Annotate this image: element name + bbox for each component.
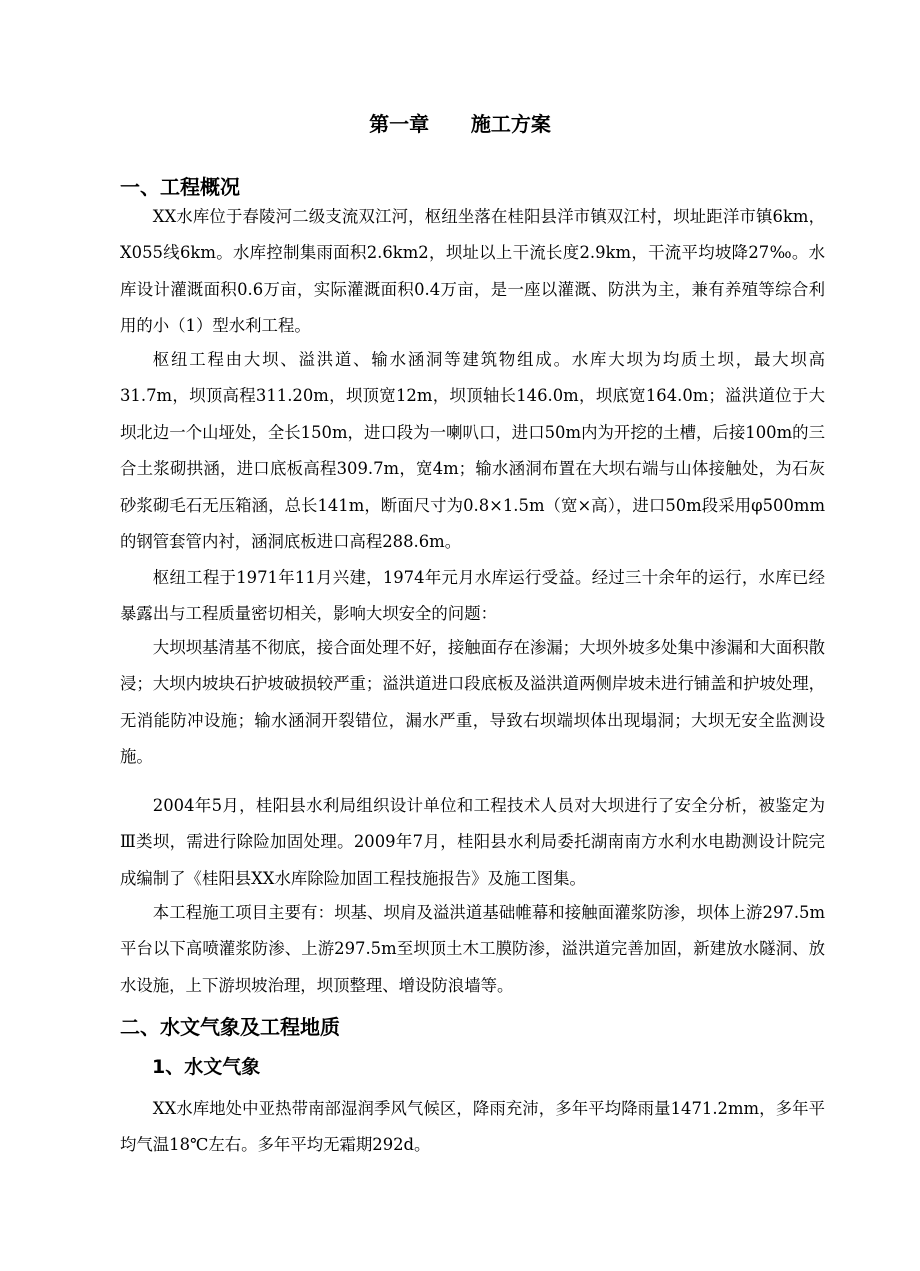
paragraph-safety-assessment: 2004年5月，桂阳县水利局组织设计单位和工程技术人员对大坝进行了安全分析，被鉴定为Ⅲ类坝，需进行除险加固处理。2009年7月，桂阳县水利局委托湖南南方水利水电勘测设计院完成编制了《桂阳县XX水库除险加固工程技施报告》及施工图集。 [120,796,825,888]
subsection-heading-hydrology: 1、水文气象 [152,1056,261,1078]
paragraph-dam-problems: 大坝坝基清基不彻底，接合面处理不好，接触面存在渗漏；大坝外坡多处集中渗漏和大面积散浸；大坝内坡块石护坡破损较严重；溢洪道进口段底板及溢洪道两侧岸坡未进行铺盖和护坡处理，无消能防冲设施；输水涵洞开裂错位，漏水严重，导致右坝端坝体出现塌洞；大坝无安全监测设施。 [120,638,825,767]
section-heading-hydrology-geology: 二、水文气象及工程地质 [120,1015,340,1039]
paragraph-reservoir-location: XX水库位于春陵河二级支流双江河，枢纽坐落在桂阳县洋市镇双江村，坝址距洋市镇6km，X055线6km。水库控制集雨面积2.6km2，坝址以上干流长度2.9km，干流平均坡降27‰。水库设计灌溉面积0.6万亩，实际灌溉面积0.4万亩，是一座以灌溉、防洪为主，兼有养殖等综合利用的小（1）型水利工程。 [120,207,825,336]
paragraph-construction-history: 枢纽工程于1971年11月兴建，1974年元月水库运行受益。经过三十余年的运行，水库已经暴露出与工程质量密切相关，影响大坝安全的问题： [120,568,825,624]
paragraph-hub-structures: 枢纽工程由大坝、溢洪道、输水涵洞等建筑物组成。水库大坝为均质土坝，最大坝高31.7m，坝顶高程311.20m，坝顶宽12m，坝顶轴长146.0m，坝底宽164.0m；溢洪道位于大坝北边一个山垭处，全长150m，进口段为一喇叭口，进口50m内为开挖的土槽，后接100m的三合土浆砌拱涵，进口底板高程309.7m，宽4m；输水涵洞布置在大坝右端与山体接触处，为石灰砂浆砌毛石无压箱涵，总长141m，断面尺寸为0.8×1.5m（宽×高），进口50m段采用φ500mm的钢管套管内衬，涵洞底板进口高程288.6m。 [120,350,825,552]
paragraph-project-items: 本工程施工项目主要有：坝基、坝肩及溢洪道基础帷幕和接触面灌浆防渗，坝体上游297.5m平台以下高喷灌浆防渗、上游297.5m至坝顶土木工膜防渗，溢洪道完善加固，新建放水隧洞、放水设施，上下游坝坡治理，坝顶整理、增设防浪墙等。 [120,903,825,995]
paragraph-climate: XX水库地处中亚热带南部湿润季风气候区，降雨充沛，多年平均降雨量1471.2mm，多年平均气温18℃左右。多年平均无霜期292d。 [120,1099,825,1155]
chapter-title: 第一章 施工方案 [369,112,551,136]
section-heading-overview: 一、工程概况 [120,175,240,199]
